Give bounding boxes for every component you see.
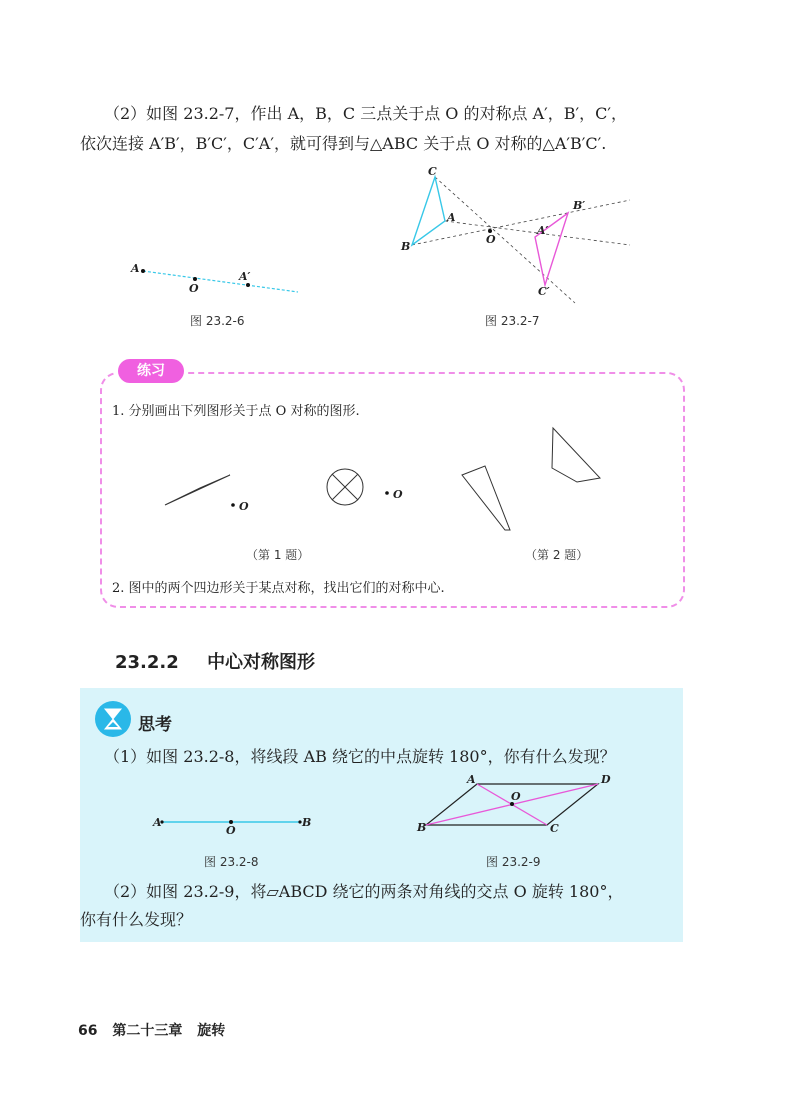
section-title: 中心对称图形 bbox=[207, 652, 316, 673]
line-b-bprime bbox=[412, 200, 630, 245]
triangle-abc bbox=[412, 177, 445, 245]
exercise-caption-2: （第 2 题） bbox=[525, 548, 589, 562]
figure-23-2-9-drawing bbox=[420, 775, 610, 835]
exercise-caption-1: （第 1 题） bbox=[246, 548, 310, 562]
label-b-fig8: B bbox=[302, 816, 312, 829]
section-number: 23.2.2 bbox=[115, 652, 179, 673]
figure-23-2-7-drawing bbox=[390, 165, 640, 305]
exercise-triangle bbox=[165, 475, 230, 505]
exercise-figures bbox=[160, 420, 620, 540]
label-c: C bbox=[428, 165, 437, 178]
point-a bbox=[141, 269, 145, 273]
caption-23-2-9: 图 23.2-9 bbox=[486, 855, 541, 869]
think-question-2-line-1: （2）如图 23.2-9，将▱ABCD 绕它的两条对角线的交点 O 旋转 180°， bbox=[104, 882, 624, 901]
caption-23-2-8: 图 23.2-8 bbox=[204, 855, 259, 869]
intro-line-2: 依次连接 A′B′，B′C′，C′A′，就可得到与△ABC 关于点 O 对称的△A′B′C′. bbox=[80, 134, 607, 153]
exercise-question-2: 2. 图中的两个四边形关于某点对称，找出它们的对称中心. bbox=[112, 581, 445, 596]
label-c-fig9: C bbox=[550, 822, 559, 835]
exercise-tab: 练习 bbox=[118, 359, 184, 383]
label-a-prime: A′ bbox=[537, 224, 549, 237]
hourglass-icon bbox=[94, 700, 132, 738]
think-question-2-line-2: 你有什么发现？ bbox=[80, 910, 193, 929]
line-c-cprime bbox=[435, 177, 575, 303]
exercise-label-o-2: O bbox=[393, 488, 403, 501]
label-b: B bbox=[401, 240, 411, 253]
exercise-label-o-1: O bbox=[239, 500, 249, 513]
exercise-quadrilateral-1 bbox=[462, 466, 510, 530]
chapter-label: 第二十三章 bbox=[112, 1023, 183, 1039]
label-c-prime: C′ bbox=[538, 285, 550, 298]
chapter-title: 旋转 bbox=[197, 1023, 226, 1039]
label-a-fig8: A bbox=[153, 816, 162, 829]
label-o: O bbox=[189, 282, 199, 295]
page-number: 66 bbox=[78, 1023, 98, 1039]
label-o-fig8: O bbox=[226, 824, 236, 837]
exercise-quadrilateral-2 bbox=[552, 428, 600, 482]
exercise-question-1: 1. 分别画出下列图形关于点 O 对称的图形. bbox=[112, 404, 360, 419]
exercise-point-o-1 bbox=[231, 503, 235, 507]
label-a: A bbox=[447, 211, 456, 224]
think-heading: 思考 bbox=[138, 715, 172, 735]
figure-23-2-6-drawing bbox=[130, 255, 310, 305]
exercise-point-o-2 bbox=[385, 491, 389, 495]
page-footer bbox=[78, 1020, 225, 1040]
point-a-prime bbox=[246, 283, 250, 287]
intro-line-1: （2）如图 23.2-7，作出 A，B，C 三点关于点 O 的对称点 A′，B′，C′， bbox=[104, 104, 628, 123]
label-o-fig9: O bbox=[511, 790, 521, 803]
caption-23-2-6: 图 23.2-6 bbox=[190, 314, 245, 328]
label-a-prime: A′ bbox=[239, 270, 251, 283]
label-a: A bbox=[131, 262, 140, 275]
think-question-1: （1）如图 23.2-8，将线段 AB 绕它的中点旋转 180°，你有什么发现？ bbox=[104, 747, 616, 766]
label-a-fig9: A bbox=[467, 773, 476, 786]
label-d-fig9: D bbox=[601, 773, 611, 786]
point-o bbox=[193, 277, 197, 281]
label-o: O bbox=[486, 233, 496, 246]
label-b-prime: B′ bbox=[573, 199, 586, 212]
segment-a-aprime bbox=[143, 271, 298, 292]
label-b-fig9: B bbox=[417, 821, 427, 834]
caption-23-2-7: 图 23.2-7 bbox=[485, 314, 540, 328]
section-heading bbox=[115, 648, 315, 674]
